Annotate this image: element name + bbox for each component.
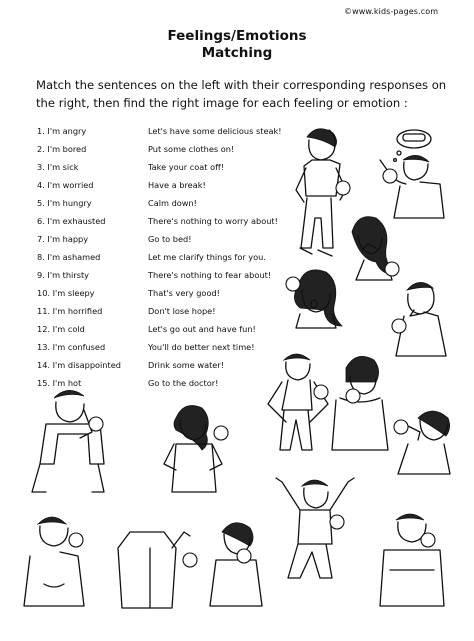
answer-circle <box>214 426 228 440</box>
answer-circle <box>346 389 360 403</box>
answer-circle <box>392 319 406 333</box>
answer-circle <box>394 420 408 434</box>
feeling-item: 13. I'm confused <box>37 342 106 352</box>
feeling-item: 7. I'm happy <box>37 234 89 244</box>
happy-boy-figure <box>276 478 354 578</box>
feeling-item: 8. I'm ashamed <box>37 252 101 262</box>
feeling-item: 11. I'm horrified <box>37 306 103 316</box>
sleepy-girl-figure <box>286 270 342 328</box>
confused-man-figure <box>380 514 444 606</box>
answer-circle <box>183 553 197 567</box>
answer-circle <box>330 515 344 529</box>
answer-circle <box>237 549 251 563</box>
answer-circle <box>69 533 83 547</box>
response-item: Go to the doctor! <box>148 378 219 388</box>
response-item: Let me clarify things for you. <box>148 252 266 262</box>
response-item: Calm down! <box>148 198 197 208</box>
bored-boy-figure <box>32 390 104 492</box>
feeling-item: 14. I'm disappointed <box>37 360 121 370</box>
response-item: There's nothing to fear about! <box>148 270 272 280</box>
cold-girl-figure <box>332 356 388 450</box>
response-item: Take your coat off! <box>148 162 225 172</box>
response-item: That's very good! <box>148 288 220 298</box>
page-title: Feelings/Emotions <box>167 28 307 44</box>
response-item: Don't lose hope! <box>148 306 216 316</box>
response-item: Let's have some delicious steak! <box>148 126 282 136</box>
worried-girl-figure <box>164 406 228 492</box>
page-subtitle: Matching <box>201 45 273 61</box>
feeling-item: 15. I'm hot <box>37 378 82 388</box>
sick-girl-figure <box>210 523 262 606</box>
response-item: You'll do better next time! <box>148 342 255 352</box>
answer-circle <box>383 169 397 183</box>
response-item: There's nothing to worry about! <box>148 216 278 226</box>
answer-circle <box>385 262 399 276</box>
response-item: Go to bed! <box>148 234 192 244</box>
feeling-item: 12. I'm cold <box>37 324 85 334</box>
feeling-item: 9. I'm thirsty <box>37 270 90 280</box>
feeling-item: 4. I'm worried <box>37 180 94 190</box>
answer-circle <box>314 385 328 399</box>
hot-boy-figure <box>118 532 197 608</box>
whispering-girl-figure <box>394 411 450 474</box>
answer-circle <box>336 181 350 195</box>
feeling-item: 10. I'm sleepy <box>37 288 95 298</box>
answer-circle <box>89 417 103 431</box>
copyright-notice: ©www.kids-pages.com <box>344 7 439 16</box>
feeling-item: 6. I'm exhausted <box>37 216 106 226</box>
answer-circle <box>286 277 300 291</box>
feeling-item: 2. I'm bored <box>37 144 87 154</box>
exhausted-boy-figure <box>268 354 328 450</box>
feeling-item: 1. I'm angry <box>37 126 87 136</box>
response-item: Put some clothes on! <box>148 144 235 154</box>
response-item: Drink some water! <box>148 360 224 370</box>
response-item: Let's go out and have fun! <box>148 324 256 334</box>
response-item: Have a break! <box>148 180 206 190</box>
hungry-boy-figure <box>380 130 444 218</box>
feeling-item: 3. I'm sick <box>37 162 79 172</box>
feeling-item: 5. I'm hungry <box>37 198 92 208</box>
instructions: Match the sentences on the left with their corresponding responses on the right, then find the right image for each feeling or emotion : <box>36 78 447 110</box>
answer-circle <box>421 533 435 547</box>
sick-boy-figure <box>392 282 446 356</box>
disappointed-boy-figure <box>24 517 84 606</box>
ashamed-girl-figure <box>352 217 399 280</box>
angry-boy-figure <box>296 129 350 256</box>
